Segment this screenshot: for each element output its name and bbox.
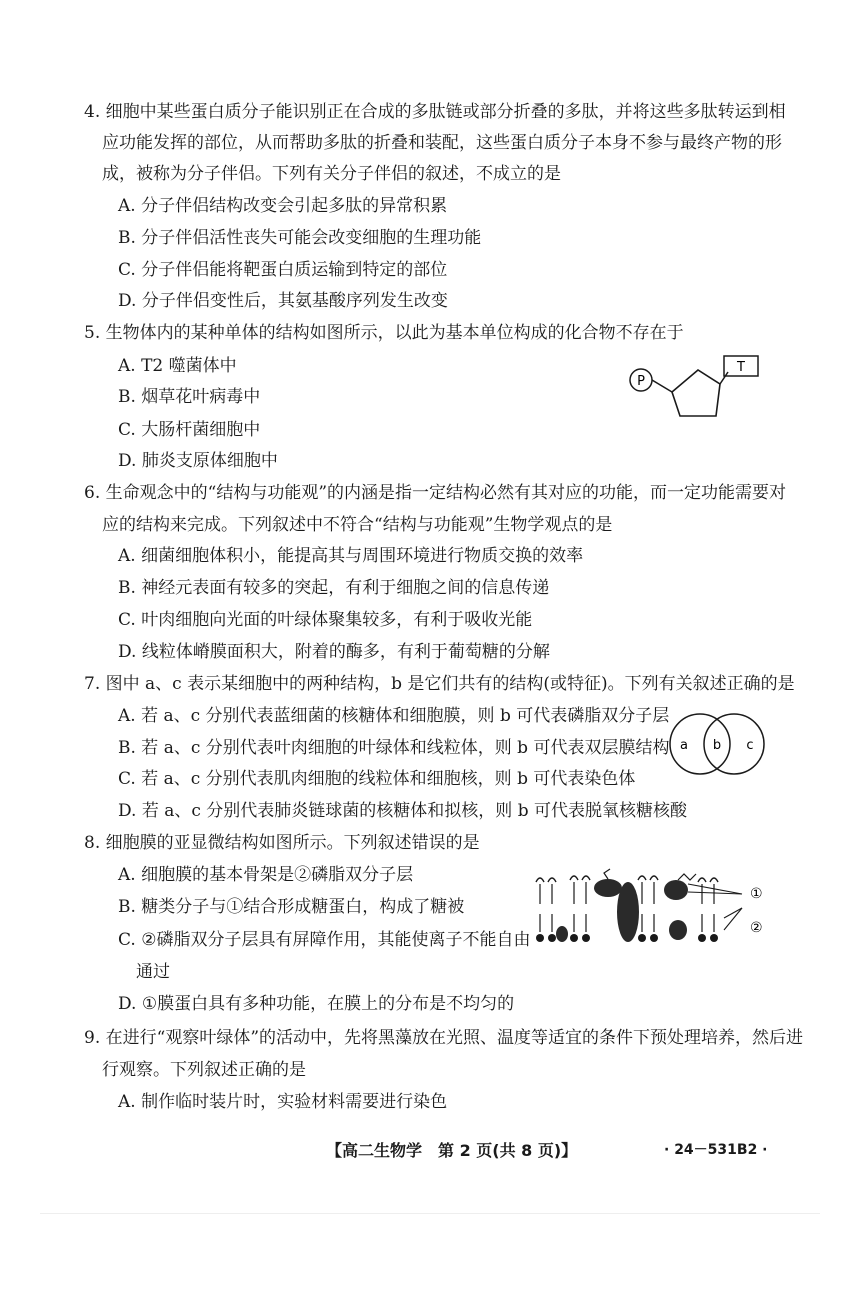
exam-code: · 24－531B2 · (664, 1142, 768, 1158)
q7-option-c: C. 若 a、c 分别代表肌肉细胞的线粒体和细胞核，则 b 可代表染色体 (118, 769, 636, 789)
q9-stem-line-1: 9. 在进行“观察叶绿体”的活动中，先将黑藻放在光照、温度等适宜的条件下预处理培养，然后进 (84, 1028, 804, 1048)
q7-option-a: A. 若 a、c 分别代表蓝细菌的核糖体和细胞膜，则 b 可代表磷脂双分子层 (118, 706, 670, 726)
q4-option-d: D. 分子伴侣变性后，其氨基酸序列发生改变 (118, 291, 448, 311)
q5-option-c: C. 大肠杆菌细胞中 (118, 420, 261, 440)
pentose-ring (672, 370, 720, 416)
q8-option-c: C. ②磷脂双分子层具有屏障作用，其能使离子不能自由 (118, 930, 531, 950)
q4-option-b: B. 分子伴侣活性丧失可能会改变细胞的生理功能 (118, 228, 482, 248)
q8-stem: 8. 细胞膜的亚显微结构如图所示。下列叙述错误的是 (84, 833, 480, 853)
label-pointer-lines (688, 884, 742, 930)
q7-option-d: D. 若 a、c 分别代表肺炎链球菌的核糖体和拟核，则 b 可代表脱氧核糖核酸 (118, 801, 687, 821)
venn-label-b: b (712, 738, 722, 753)
q8-option-a: A. 细胞膜的基本骨架是②磷脂双分子层 (118, 865, 414, 885)
q4-option-a: A. 分子伴侣结构改变会引起多肽的异常积累 (118, 196, 448, 216)
phosphate-bond (652, 380, 672, 392)
page-footer-label: 【高二生物学 第 2 页(共 8 页)】 (326, 1141, 578, 1160)
phosphate-label: P (637, 374, 645, 389)
membrane-label-2: ② (750, 920, 763, 936)
q9-stem-line-2: 行观察。下列叙述正确的是 (102, 1060, 306, 1080)
q8-option-b: B. 糖类分子与①结合形成糖蛋白，构成了糖被 (118, 897, 465, 917)
cell-membrane-figure (528, 868, 778, 954)
q4-stem-line-2: 应功能发挥的部位，从而帮助多肽的折叠和装配，这些蛋白质分子本身不参与最终产物的形 (102, 133, 782, 153)
q8-option-c-cont: 通过 (136, 962, 170, 982)
bottom-divider (40, 1213, 820, 1214)
q7-option-b: B. 若 a、c 分别代表叶肉细胞的叶绿体和线粒体，则 b 可代表双层膜结构 (118, 738, 670, 758)
venn-label-a: a (680, 738, 688, 753)
q9-option-a: A. 制作临时装片时，实验材料需要进行染色 (118, 1092, 448, 1112)
q7-stem: 7. 图中 a、c 表示某细胞中的两种结构，b 是它们共有的结构(或特征)。下列有关叙述正确的是 (84, 674, 795, 694)
venn-label-c: c (746, 738, 754, 753)
q6-option-b: B. 神经元表面有较多的突起，有利于细胞之间的信息传递 (118, 578, 550, 598)
q6-option-a: A. 细菌细胞体积小，能提高其与周围环境进行物质交换的效率 (118, 546, 584, 566)
q4-stem-line-3: 成，被称为分子伴侣。下列有关分子伴侣的叙述，不成立的是 (102, 164, 561, 184)
membrane-label-1: ① (750, 886, 763, 902)
q5-option-b: B. 烟草花叶病毒中 (118, 387, 261, 407)
q6-option-d: D. 线粒体嵴膜面积大，附着的酶多，有利于葡萄糖的分解 (118, 642, 550, 662)
q4-stem-line-1: 4. 细胞中某些蛋白质分子能识别正在合成的多肽链或部分折叠的多肽，并将这些多肽转运到相 (84, 102, 786, 122)
venn-figure (662, 706, 772, 786)
q5-stem: 5. 生物体内的某种单体的结构如图所示，以此为基本单位构成的化合物不存在于 (84, 323, 684, 343)
q6-stem-line-2: 应的结构来完成。下列叙述中不符合“结构与功能观”生物学观点的是 (102, 515, 613, 535)
membrane-proteins (556, 879, 688, 942)
q5-option-d: D. 肺炎支原体细胞中 (118, 451, 278, 471)
nucleotide-figure (620, 350, 770, 425)
q4-option-c: C. 分子伴侣能将靶蛋白质运输到特定的部位 (118, 260, 448, 280)
q6-stem-line-1: 6. 生命观念中的“结构与功能观”的内涵是指一定结构必然有其对应的功能，而一定功能需要对 (84, 483, 787, 503)
base-label: T (737, 360, 745, 375)
q8-option-d: D. ①膜蛋白具有多种功能，在膜上的分布是不均匀的 (118, 994, 515, 1014)
q6-option-c: C. 叶肉细胞向光面的叶绿体聚集较多，有利于吸收光能 (118, 610, 533, 630)
q5-option-a: A. T2 噬菌体中 (118, 356, 237, 376)
glycocalyx-chain (604, 869, 696, 880)
